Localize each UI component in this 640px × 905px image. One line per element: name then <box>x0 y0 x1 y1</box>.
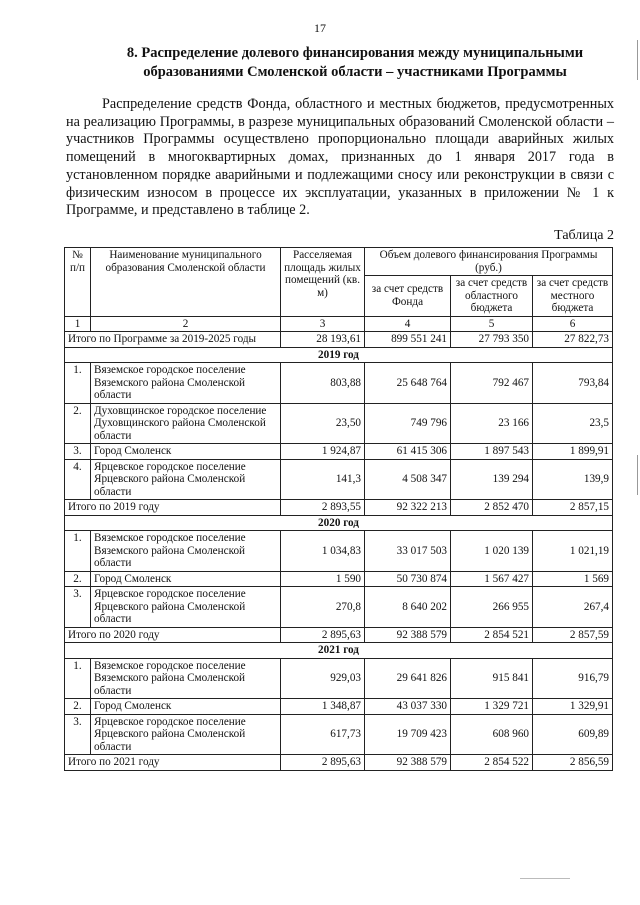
row-area: 270,8 <box>281 587 365 628</box>
grand-total-regional: 27 793 350 <box>451 332 533 348</box>
scan-artifact <box>520 878 570 879</box>
year-total-regional: 2 854 521 <box>451 627 533 643</box>
header-regional: за счет средств областного бюджета <box>451 276 533 317</box>
row-regional: 915 841 <box>451 658 533 699</box>
header-volume: Объем долевого финансирования Программы (руб.) <box>365 248 613 276</box>
row-number: 3. <box>65 587 91 628</box>
header-local: за счет средств местного бюджета <box>533 276 613 317</box>
row-local: 793,84 <box>533 363 613 404</box>
year-total-local: 2 857,15 <box>533 500 613 516</box>
column-index-row <box>65 316 613 332</box>
year-total-fund: 92 388 579 <box>365 627 451 643</box>
row-regional: 23 166 <box>451 403 533 444</box>
row-area: 1 348,87 <box>281 699 365 715</box>
row-regional: 139 294 <box>451 459 533 500</box>
scan-edge-mark <box>637 40 638 80</box>
table-row <box>65 459 613 500</box>
row-regional: 1 329 721 <box>451 699 533 715</box>
year-label: 2021 год <box>65 643 613 659</box>
year-total-regional: 2 854 522 <box>451 755 533 771</box>
year-total-fund: 92 322 213 <box>365 500 451 516</box>
table-row <box>65 658 613 699</box>
row-area: 803,88 <box>281 363 365 404</box>
year-total-local: 2 857,59 <box>533 627 613 643</box>
table-row <box>65 444 613 460</box>
row-local: 1 329,91 <box>533 699 613 715</box>
row-local: 23,5 <box>533 403 613 444</box>
row-fund: 19 709 423 <box>365 714 451 755</box>
row-fund: 8 640 202 <box>365 587 451 628</box>
row-area: 929,03 <box>281 658 365 699</box>
row-number: 1. <box>65 658 91 699</box>
municipality-name: Город Смоленск <box>91 444 281 460</box>
row-regional: 1 567 427 <box>451 571 533 587</box>
year-label: 2020 год <box>65 515 613 531</box>
row-number: 1. <box>65 531 91 572</box>
year-total-row <box>65 627 613 643</box>
header-fund: за счет средств Фонда <box>365 276 451 317</box>
table-row <box>65 714 613 755</box>
municipality-name: Вяземское городское поселение Вяземского района Смоленской области <box>91 658 281 699</box>
financing-table <box>64 247 613 771</box>
row-number: 2. <box>65 571 91 587</box>
grand-total-label: Итого по Программе за 2019-2025 годы <box>65 332 281 348</box>
table-row <box>65 587 613 628</box>
grand-total-row <box>65 332 613 348</box>
section-heading <box>95 44 615 82</box>
year-total-row <box>65 500 613 516</box>
row-fund: 749 796 <box>365 403 451 444</box>
scan-edge-mark <box>637 455 638 495</box>
year-row <box>65 515 613 531</box>
year-total-area: 2 893,55 <box>281 500 365 516</box>
row-fund: 61 415 306 <box>365 444 451 460</box>
table-row <box>65 363 613 404</box>
year-total-label: Итого по 2019 году <box>65 500 281 516</box>
column-index: 6 <box>533 316 613 332</box>
column-index: 2 <box>91 316 281 332</box>
row-area: 1 590 <box>281 571 365 587</box>
row-fund: 25 648 764 <box>365 363 451 404</box>
row-number: 3. <box>65 444 91 460</box>
municipality-name: Ярцевское городское поселение Ярцевского района Смоленской области <box>91 587 281 628</box>
row-fund: 4 508 347 <box>365 459 451 500</box>
row-regional: 608 960 <box>451 714 533 755</box>
row-local: 609,89 <box>533 714 613 755</box>
row-local: 1 899,91 <box>533 444 613 460</box>
grand-total-fund: 899 551 241 <box>365 332 451 348</box>
body-paragraph: Распределение средств Фонда, областного и местных бюджетов, предусмотренных на реализацию Программы, в разрезе муниципальных образований Смоленской области – участников Программы осуществлено пропорционально площади аварийных жилых помещений в многоквартирных домах, признанных до 1 января 2017 года в установленном порядке аварийными и подлежащими сносу или реконструкции в связи с физическим износом в процессе их эксплуатации, указанных в приложении № 1 к Программе, и представлено в таблице 2. <box>66 96 614 219</box>
row-fund: 33 017 503 <box>365 531 451 572</box>
row-area: 23,50 <box>281 403 365 444</box>
section-heading-line-2: образованиями Смоленской области – участниками Программы <box>143 64 567 80</box>
table-row <box>65 403 613 444</box>
year-total-area: 2 895,63 <box>281 627 365 643</box>
row-local: 267,4 <box>533 587 613 628</box>
row-local: 139,9 <box>533 459 613 500</box>
municipality-name: Ярцевское городское поселение Ярцевского района Смоленской области <box>91 459 281 500</box>
year-label: 2019 год <box>65 347 613 363</box>
row-fund: 29 641 826 <box>365 658 451 699</box>
year-row <box>65 643 613 659</box>
year-total-area: 2 895,63 <box>281 755 365 771</box>
table-caption: Таблица 2 <box>554 228 614 243</box>
year-total-fund: 92 388 579 <box>365 755 451 771</box>
row-regional: 1 020 139 <box>451 531 533 572</box>
row-fund: 50 730 874 <box>365 571 451 587</box>
row-fund: 43 037 330 <box>365 699 451 715</box>
row-local: 1 569 <box>533 571 613 587</box>
municipality-name: Город Смоленск <box>91 571 281 587</box>
year-total-local: 2 856,59 <box>533 755 613 771</box>
year-total-label: Итого по 2021 году <box>65 755 281 771</box>
header-area: Расселяемая площадь жилых помещений (кв. м) <box>281 248 365 317</box>
row-area: 1 034,83 <box>281 531 365 572</box>
page-number: 17 <box>314 21 326 35</box>
grand-total-area: 28 193,61 <box>281 332 365 348</box>
row-number: 2. <box>65 699 91 715</box>
municipality-name: Духовщинское городское поселение Духовщинского района Смоленской области <box>91 403 281 444</box>
column-index: 3 <box>281 316 365 332</box>
municipality-name: Вяземское городское поселение Вяземского района Смоленской области <box>91 363 281 404</box>
row-local: 916,79 <box>533 658 613 699</box>
row-area: 141,3 <box>281 459 365 500</box>
year-total-label: Итого по 2020 году <box>65 627 281 643</box>
row-regional: 792 467 <box>451 363 533 404</box>
row-regional: 1 897 543 <box>451 444 533 460</box>
year-total-row <box>65 755 613 771</box>
table-row <box>65 699 613 715</box>
row-area: 617,73 <box>281 714 365 755</box>
row-local: 1 021,19 <box>533 531 613 572</box>
row-number: 4. <box>65 459 91 500</box>
municipality-name: Вяземское городское поселение Вяземского района Смоленской области <box>91 531 281 572</box>
column-index: 5 <box>451 316 533 332</box>
table-row <box>65 531 613 572</box>
row-area: 1 924,87 <box>281 444 365 460</box>
year-total-regional: 2 852 470 <box>451 500 533 516</box>
row-regional: 266 955 <box>451 587 533 628</box>
municipality-name: Ярцевское городское поселение Ярцевского района Смоленской области <box>91 714 281 755</box>
municipality-name: Город Смоленск <box>91 699 281 715</box>
grand-total-local: 27 822,73 <box>533 332 613 348</box>
header-name: Наименование муниципального образования Смоленской области <box>91 248 281 317</box>
year-row <box>65 347 613 363</box>
section-heading-line-1: 8. Распределение долевого финансирования между муниципальными <box>126 45 584 61</box>
table-row <box>65 571 613 587</box>
row-number: 2. <box>65 403 91 444</box>
column-index: 1 <box>65 316 91 332</box>
row-number: 3. <box>65 714 91 755</box>
header-num: № п/п <box>65 248 91 317</box>
column-index: 4 <box>365 316 451 332</box>
row-number: 1. <box>65 363 91 404</box>
